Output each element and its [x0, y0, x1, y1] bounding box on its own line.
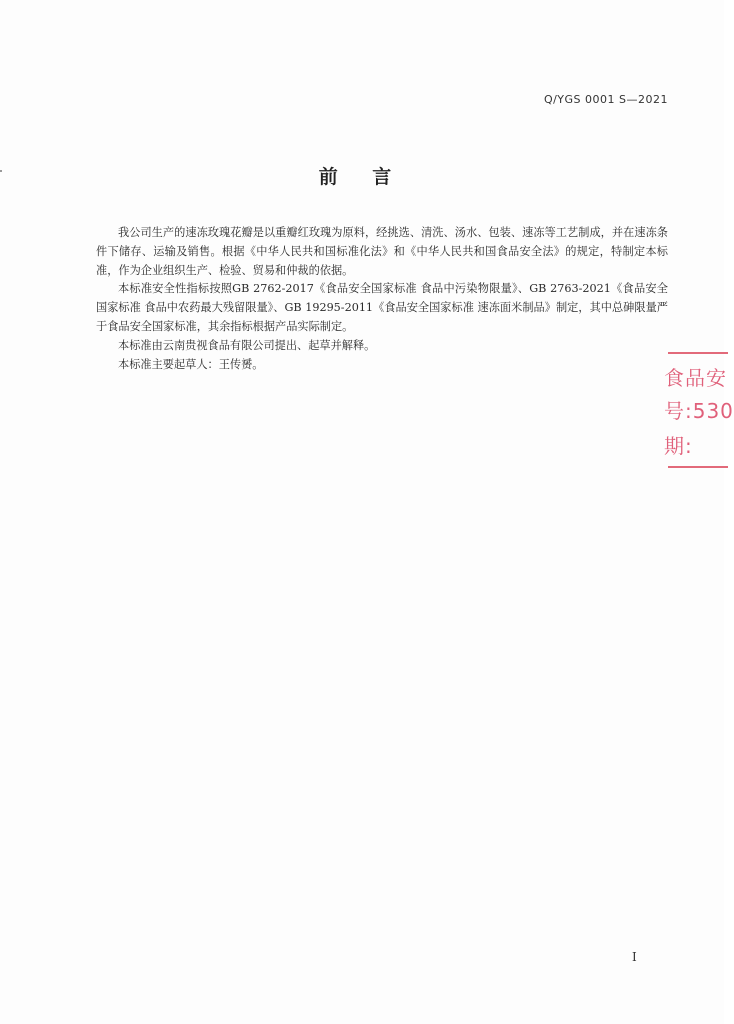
standard-code: Q/YGS 0001 S—2021 [543, 93, 668, 106]
filing-stamp [664, 350, 734, 472]
page-title: 前 言 [318, 166, 406, 188]
stamp-border-top [668, 352, 728, 354]
paragraph-safety-indicators: 本标准安全性指标按照GB 2762-2017《食品安全国家标准 食品中污染物限量》、GB 2763-2021《食品安全国家标准 食品中农药最大残留限量》、GB 19295-2011《食品安全国家标准 速冻面米制品》制定，其中总砷限量严于食品安全国家标准，其余指标根据产品实际制定。 [96, 282, 668, 333]
paragraph-intro: 我公司生产的速冻玫瑰花瓣是以重瓣红玫瑰为原料，经挑选、清洗、汤水、包装、速冻等工艺制成，并在速冻条件下储存、运输及销售。根据《中华人民共和国标准化法》和《中华人民共和国食品安全法》的规定，特制定本标准，作为企业组织生产、检验、贸易和仲裁的依据。 [96, 226, 668, 277]
preface-body [96, 224, 668, 374]
stamp-line-1: 食品安 [664, 366, 727, 390]
page-number: I [632, 950, 637, 964]
stamp-border-bottom [668, 466, 728, 468]
paragraph-drafter: 本标准主要起草人：王传赟。 [118, 357, 264, 371]
paragraph-proposer: 本标准由云南贵视食品有限公司提出、起草并解释。 [118, 338, 376, 352]
stamp-line-3: 期: [664, 434, 693, 458]
stamp-line-2: 号:530 [664, 399, 734, 423]
